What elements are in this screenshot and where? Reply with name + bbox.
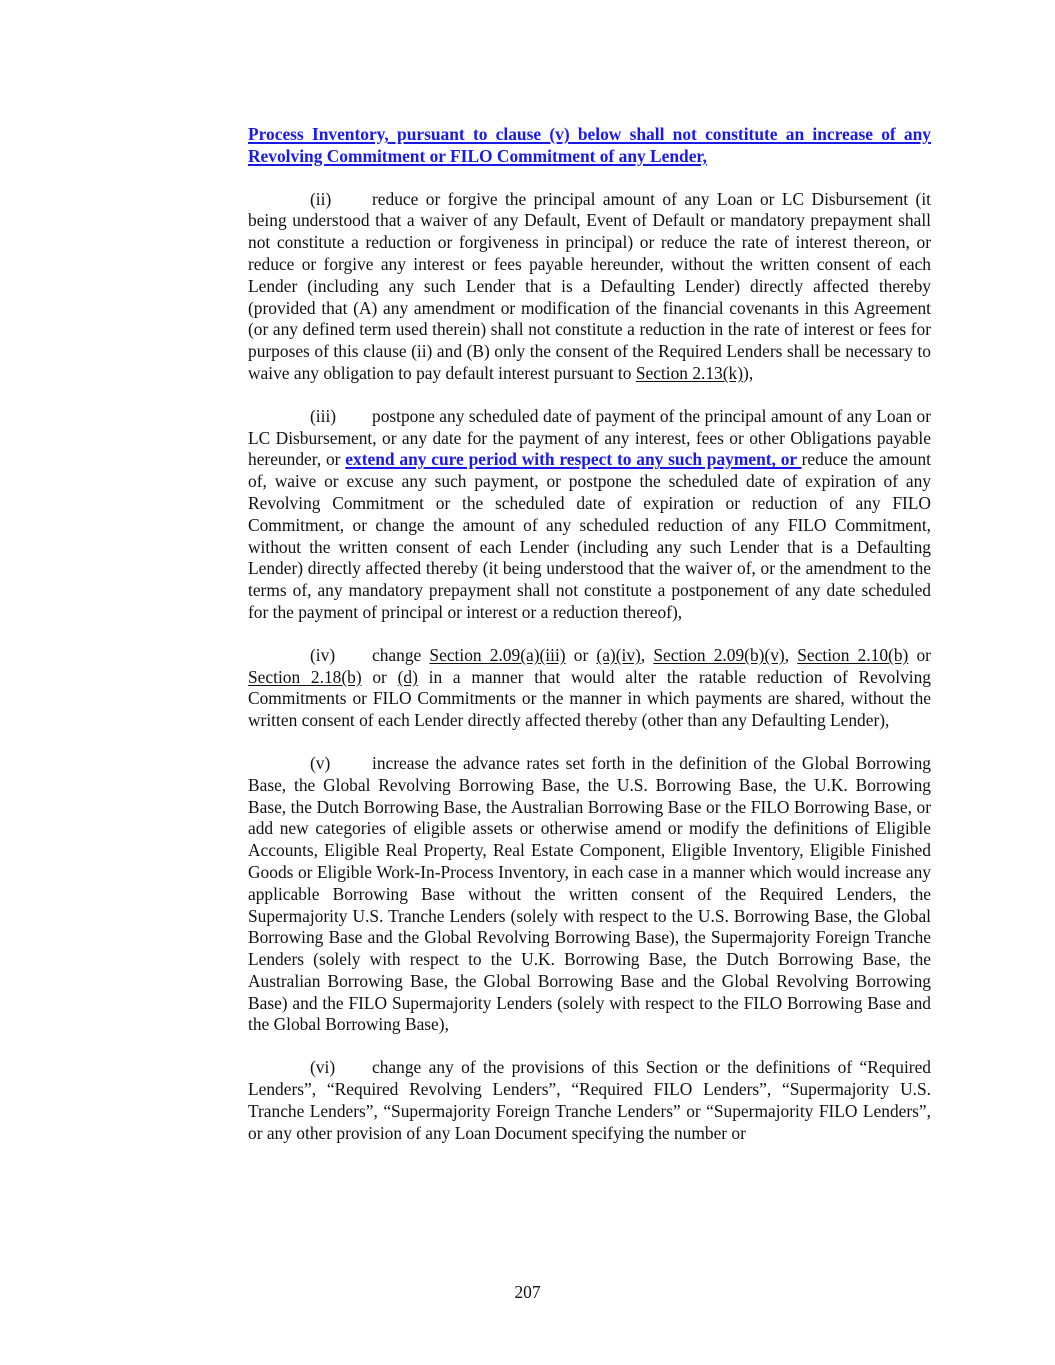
clause-text: ), xyxy=(743,362,754,383)
clause-number: (vi) xyxy=(310,1057,336,1078)
section-reference: Section 2.13(k) xyxy=(635,362,744,383)
clause-text: , xyxy=(784,644,798,665)
section-reference: (d) xyxy=(397,666,418,687)
clause-text: change xyxy=(372,644,430,665)
clause-v xyxy=(248,753,931,1036)
clause-text: reduce or forgive the principal amount of any Loan or LC Disbursement (it being understood that a waiver of any Default, Event of Default or mandatory prepayment shall not constitute a reduction or forgiveness in principal) or reduce the rate of interest thereon, or reduce or forgive any interest or fees payable hereunder, without the written consent of each Lender (including any such Lender that is a Defaulting Lender) directly affected thereby (provided that (A) any amendment or modification of the financial covenants in this Agreement (or any defined term used therein) shall not constitute a reduction in the rate of interest or fees for purposes of this clause (ii) and (B) only the consent of the Required Lenders shall be necessary to waive any obligation to pay default interest pursuant to xyxy=(248,188,931,383)
inserted-text-cure-period: extend any cure period with respect to any such payment, or xyxy=(345,449,802,470)
clause-number: (iv) xyxy=(310,644,336,665)
clause-text: postpone any scheduled date of payment of the principal amount of any Loan or LC Disbursement, or any date for the payment of any interest, fees or other Obligations payable hereunder, or xyxy=(248,405,931,470)
clause-ii xyxy=(248,189,931,385)
clause-number: (v) xyxy=(310,752,331,773)
section-reference: Section 2.18(b) xyxy=(248,666,362,687)
clause-text: in a manner that would alter the ratable reduction of Revolving Commitments or FILO Commitments or the manner in which payments are shared, without the written consent of each Lender directly affected thereby (other than any Defaulting Lender), xyxy=(248,666,931,731)
page-number: 207 xyxy=(514,1282,541,1302)
document-body xyxy=(248,124,931,1165)
clause-text: reduce the amount of, waive or excuse any such payment, or postpone the scheduled date of expiration of any Revolving Commitment or the scheduled date of expiration or reduction of any FILO Commitment, or change the amount of any scheduled reduction of any FILO Commitment, without the written consent of each Lender (including any such Lender that is a Defaulting Lender) directly affected thereby (it being understood that the waiver of, or the amendment to the terms of, any mandatory prepayment shall not constitute a postponement of any date scheduled for the payment of principal or interest or a reduction thereof), xyxy=(248,449,932,622)
clause-number: (iii) xyxy=(310,405,337,426)
section-reference: (a)(iv) xyxy=(596,644,641,665)
clause-vi xyxy=(248,1057,931,1144)
clause-text: or xyxy=(908,644,931,665)
clause-iv xyxy=(248,645,931,732)
clause-text: or xyxy=(361,666,398,687)
clause-text: change any of the provisions of this Section or the definitions of “Required Lenders”, “Required Revolving Lenders”, “Required FILO Lenders”, “Supermajority U.S. Tranche Lenders”, “Supermajority Foreign Tranche Lenders” or “Supermajority FILO Lenders”, or any other provision of any Loan Document specifying the number or xyxy=(248,1057,931,1143)
clause-iii xyxy=(248,406,931,624)
clause-text: , xyxy=(640,644,654,665)
inserted-text-intro: Process Inventory, pursuant to clause (v) below shall not constitute an increase of any Revolving Commitment or FILO Commitment of any Lender, xyxy=(248,124,931,166)
section-reference: Section 2.09(b)(v) xyxy=(653,644,785,665)
section-reference: Section 2.09(a)(iii) xyxy=(429,644,566,665)
clause-number: (ii) xyxy=(310,188,332,209)
section-reference: Section 2.10(b) xyxy=(797,644,909,665)
clause-text: or xyxy=(565,644,597,665)
intro-paragraph xyxy=(248,124,931,168)
clause-text: increase the advance rates set forth in the definition of the Global Borrowing Base, the Global Revolving Borrowing Base, the U.S. Borrowing Base, the U.K. Borrowing Base, the Dutch Borrowing Base, the Australian Borrowing Base or the FILO Borrowing Base, or add new categories of eligible assets or otherwise amend or modify the definitions of Eligible Accounts, Eligible Real Property, Real Estate Component, Eligible Inventory, Eligible Finished Goods or Eligible Work-In-Process Inventory, in each case in a manner which would increase any applicable Borrowing Base without the written consent of the Required Lenders, the Supermajority U.S. Tranche Lenders (solely with respect to the U.S. Borrowing Base, the Global Borrowing Base and the Global Revolving Borrowing Base), the Supermajority Foreign Tranche Lenders (solely with respect to the U.K. Borrowing Base, the Dutch Borrowing Base, the Australian Borrowing Base, the Global Borrowing Base and the Global Revolving Borrowing Base) and the FILO Supermajority Lenders (solely with respect to the FILO Borrowing Base and the Global Borrowing Base), xyxy=(248,752,931,1035)
